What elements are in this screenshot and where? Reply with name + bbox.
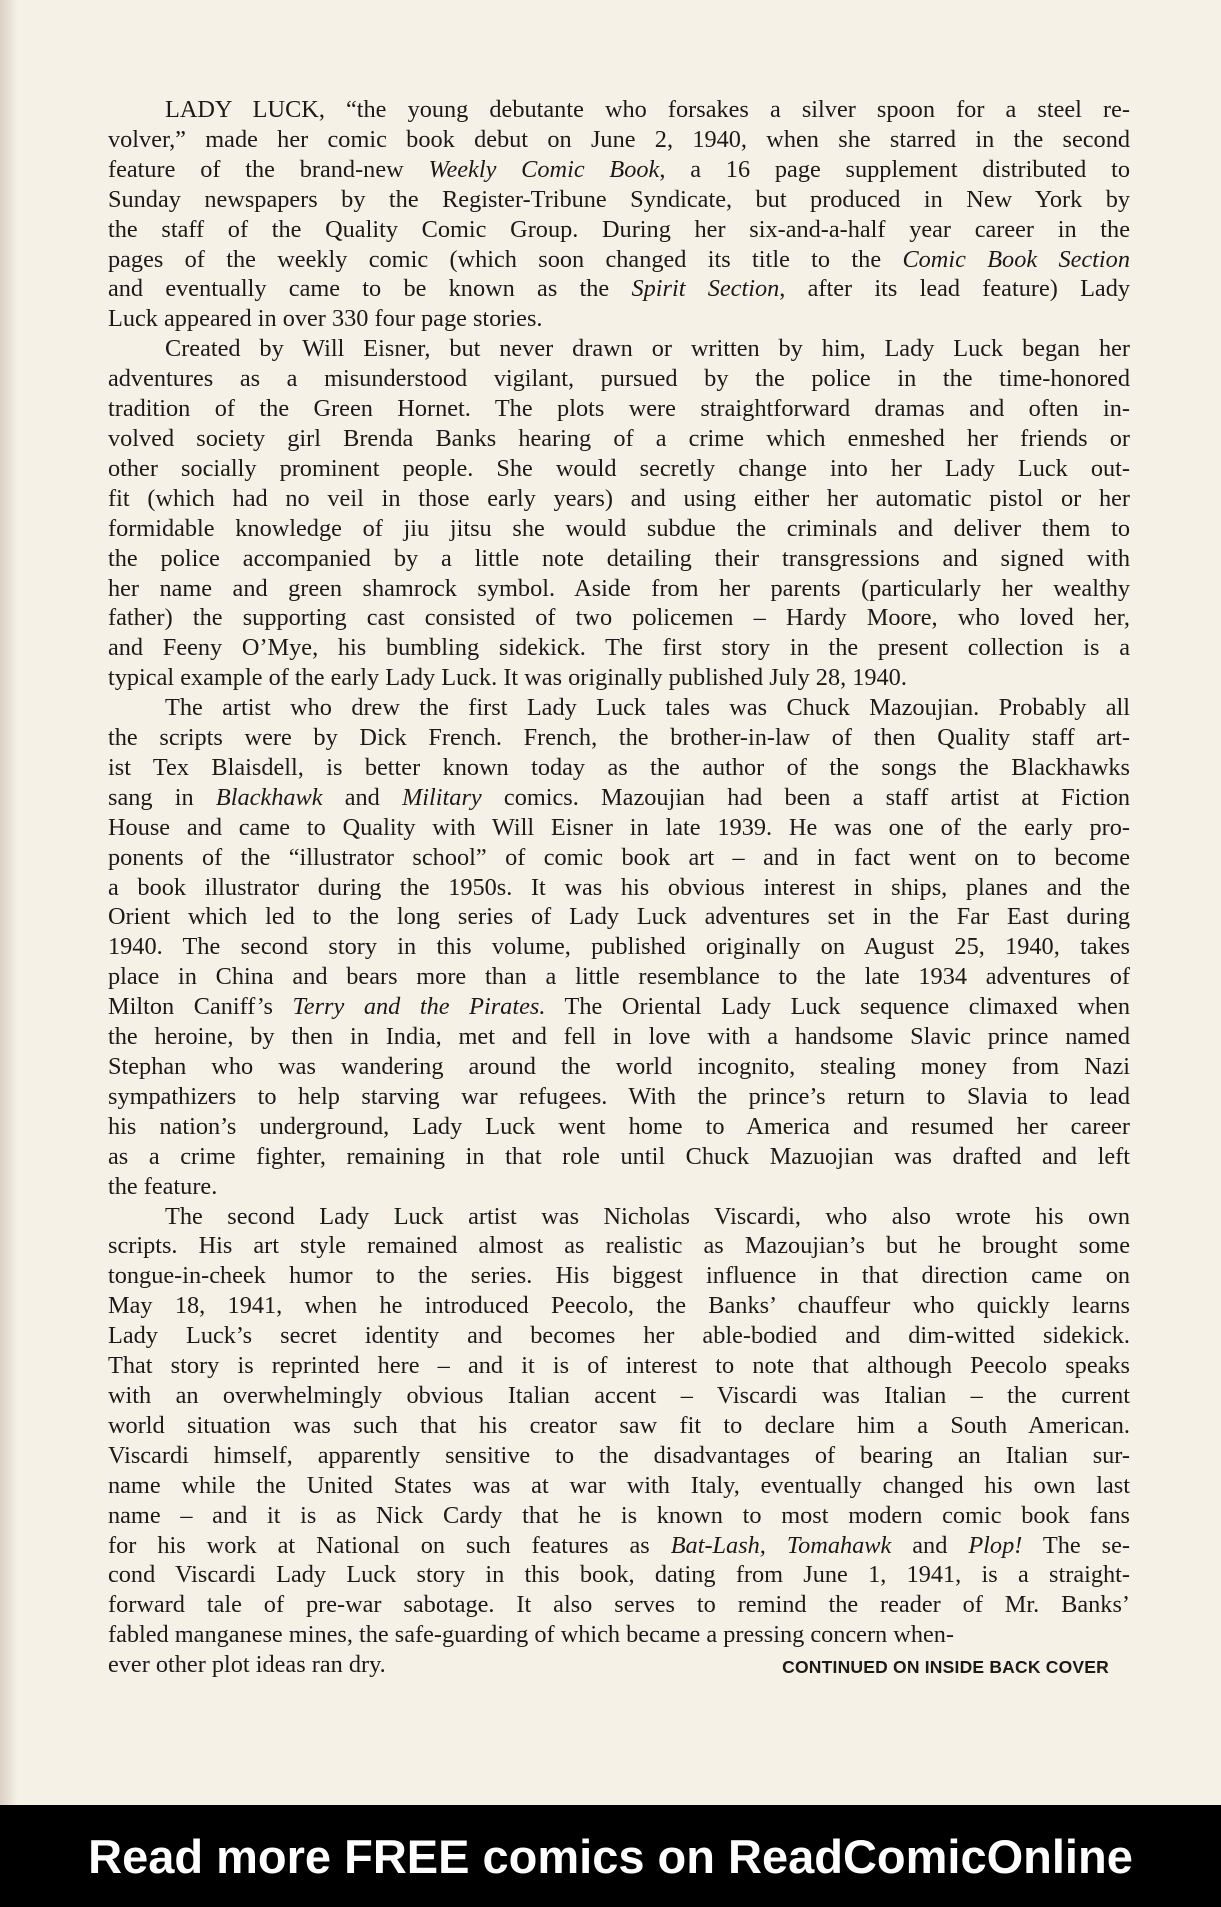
text-run: formidable knowledge of jiu jitsu she would subdue the criminals and deliver them to [108,514,1130,542]
text-run: 1940. The second story in this volume, published originally on August 25, 1940, takes [108,933,1130,961]
text-line [108,1441,1130,1471]
text-run: as a crime fighter, remaining in that role until Chuck Mazuojian was drafted and left [108,1142,1130,1170]
text-line [108,484,1130,514]
text-line [108,1590,1130,1620]
text-run: feature of the brand-new [108,155,429,183]
text-run: the police accompanied by a little note detailing their transgressions and signed with [108,544,1130,572]
text-run: typical example of the early Lady Luck. It was originally published July 28, 1940. [108,664,907,692]
text-run: the scripts were by Dick French. French, the brother-in-law of then Quality staff art- [108,724,1130,752]
text-run: other socially prominent people. She would secretly change into her Lady Luck out- [108,454,1130,482]
text-run: The artist who drew the first Lady Luck tales was Chuck Mazoujian. Probably all [165,694,1130,722]
text-line [108,723,1130,753]
text-line [108,603,1130,633]
text-run: and eventually came to be known as the [108,275,632,303]
text-run: the staff of the Quality Comic Group. During her six-and-a-half year career in the [108,215,1130,243]
text-run: Milton Caniff’s [108,993,293,1021]
text-run: fit (which had no veil in those early years) and using either her automatic pistol or her [108,484,1130,512]
text-run: The second Lady Luck artist was Nicholas Viscardi, who also wrote his own [165,1202,1130,1230]
text-run: sympathizers to help starving war refugees. With the prince’s return to Slavia to lead [108,1082,1130,1110]
text-line [108,454,1130,484]
italic-title: Blackhawk [215,783,323,811]
text-run: fabled manganese mines, the safe-guarding of which became a pressing concern when- [108,1621,955,1649]
text-run: Stephan who was wandering around the world incognito, stealing money from Nazi [108,1053,1130,1080]
text-run: cond Viscardi Lady Luck story in this book, dating from June 1, 1941, is a straight- [108,1561,1130,1589]
promo-banner-text[interactable]: Read more FREE comics on ReadComicOnline [88,1829,1133,1883]
text-line [108,514,1130,544]
text-run: , after its lead feature) Lady [779,275,1130,303]
text-run: Sunday newspapers by the Register-Tribune Syndicate, but produced in New York by [108,185,1130,213]
text-run: House and came to Quality with Will Eisner in late 1939. He was one of the early pro- [108,813,1130,841]
text-run: and Feeny O’Mye, his bumbling sidekick. The first story in the present collection is a [108,634,1130,662]
text-run: with an overwhelmingly obvious Italian accent – Viscardi was Italian – the current [108,1381,1130,1409]
text-line [108,1321,1130,1351]
text-line [108,1112,1130,1142]
text-line [108,1231,1130,1261]
text-line [108,1082,1130,1112]
text-run: the feature. [108,1172,218,1200]
text-line [108,693,1130,723]
text-line [108,783,1130,813]
text-line [108,1261,1130,1291]
text-line [108,1411,1130,1441]
text-line [108,1650,1130,1680]
text-line [108,1560,1130,1590]
text-run: comics. Mazoujian had been a staff artist at Fiction [481,783,1130,811]
text-run: tradition of the Green Hornet. The plots were straightforward dramas and often in- [108,395,1130,423]
italic-title: Weekly Comic Book [428,155,660,183]
italic-title: Plop! [968,1531,1023,1559]
italic-title: Terry and the Pirates. [292,993,546,1021]
continued-note: CONTINUED ON INSIDE BACK COVER [782,1657,1109,1678]
text-run: adventures as a misunderstood vigilant, pursued by the police in the time-honored [108,365,1130,393]
text-run: sang in [108,783,216,811]
text-line [108,1531,1130,1561]
text-line [108,813,1130,843]
text-line [108,873,1130,903]
text-run: Orient which led to the long series of Lady Luck adventures set in the Far East during [108,903,1130,931]
text-run: volver,” made her comic book debut on June 2, 1940, when she starred in the second [108,125,1130,153]
text-run: Viscardi himself, apparently sensitive to the disadvantages of bearing an Italian sur- [108,1441,1130,1469]
text-line [108,1471,1130,1501]
text-run: The se- [1022,1531,1130,1559]
text-line [108,304,1130,334]
text-run: a book illustrator during the 1950s. It was his obvious interest in ships, planes and the [108,873,1130,901]
text-line [108,932,1130,962]
text-run: father) the supporting cast consisted of two policemen – Hardy Moore, who loved her, [108,604,1130,632]
text-run: The Oriental Lady Luck sequence climaxed when [545,993,1130,1021]
text-run: ist Tex Blaisdell, is better known today as the author of the songs the Blackhawks [108,753,1130,781]
text-run: and [891,1531,969,1559]
text-line [108,424,1130,454]
text-line [108,364,1130,394]
text-line [108,1052,1130,1082]
text-run: the heroine, by then in India, met and fell in love with a handsome Slavic prince named [108,1023,1130,1051]
text-line [108,962,1130,992]
text-line [108,633,1130,663]
text-line [108,1351,1130,1381]
text-run: Created by Will Eisner, but never drawn or written by him, Lady Luck began her [165,335,1130,363]
text-line [108,155,1130,185]
text-line [108,245,1130,275]
text-line [108,1172,1130,1202]
text-run: ponents of the “illustrator school” of comic book art – and in fact went on to become [108,843,1130,871]
text-line [108,394,1130,424]
text-line [108,215,1130,245]
text-run: pages of the weekly comic (which soon changed its title to the [108,245,903,273]
text-run: for his work at National on such features as [108,1531,671,1559]
text-line [108,334,1130,364]
text-run: May 18, 1941, when he introduced Peecolo, the Banks’ chauffeur who quickly learns [108,1292,1130,1320]
text-line [108,843,1130,873]
text-line [108,1381,1130,1411]
article-body [108,95,1130,1683]
text-run: volved society girl Brenda Banks hearing of a crime which enmeshed her friends or [108,424,1130,452]
promo-banner[interactable] [0,1805,1221,1907]
text-line [108,274,1130,304]
text-run: That story is reprinted here – and it is of interest to note that although Peecolo speaks [108,1352,1130,1380]
text-line [108,1022,1130,1052]
text-run: name – and it is as Nick Cardy that he is known to most modern comic book fans [108,1501,1130,1529]
text-line [108,125,1130,155]
text-run: , a 16 page supplement distributed to [659,155,1131,183]
text-line [108,753,1130,783]
text-run: scripts. His art style remained almost as realistic as Mazoujian’s but he brought some [108,1232,1130,1260]
text-line [108,95,1130,125]
text-run: Lady Luck’s secret identity and becomes her able-bodied and dim-witted sidekick. [108,1322,1130,1350]
text-line [108,1620,1130,1650]
text-line [108,1202,1130,1232]
text-line [108,185,1130,215]
text-run: world situation was such that his creator saw fit to declare him a South American. [108,1411,1130,1439]
italic-title: Military [402,783,482,811]
text-run: and [322,783,403,811]
text-line [108,992,1130,1022]
text-run: place in China and bears more than a little resemblance to the late 1934 adventures of [108,963,1130,991]
text-line [108,902,1130,932]
text-run: tongue-in-cheek humor to the series. His biggest influence in that direction came on [108,1262,1130,1290]
text-run: forward tale of pre-war sabotage. It also serves to remind the reader of Mr. Banks’ [108,1591,1130,1619]
italic-title: Spirit Section [631,275,780,303]
text-line [108,574,1130,604]
text-line [108,1142,1130,1172]
text-line [108,663,1130,693]
text-run: ever other plot ideas ran dry. [108,1651,386,1679]
text-run: name while the United States was at war with Italy, eventually changed his own last [108,1471,1130,1499]
italic-title: Comic Book Section [902,245,1130,273]
text-run: her name and green shamrock symbol. Aside from her parents (particularly her wealthy [108,574,1130,602]
text-line [108,1501,1130,1531]
text-line [108,1291,1130,1321]
text-line [108,544,1130,574]
text-run: Luck appeared in over 330 four page stories. [108,305,543,333]
italic-title: Bat-Lash, Tomahawk [670,1531,892,1559]
text-run: his nation’s underground, Lady Luck went home to America and resumed her career [108,1112,1130,1140]
text-run: LADY LUCK, “the young debutante who forsakes a silver spoon for a steel re- [165,96,1130,123]
